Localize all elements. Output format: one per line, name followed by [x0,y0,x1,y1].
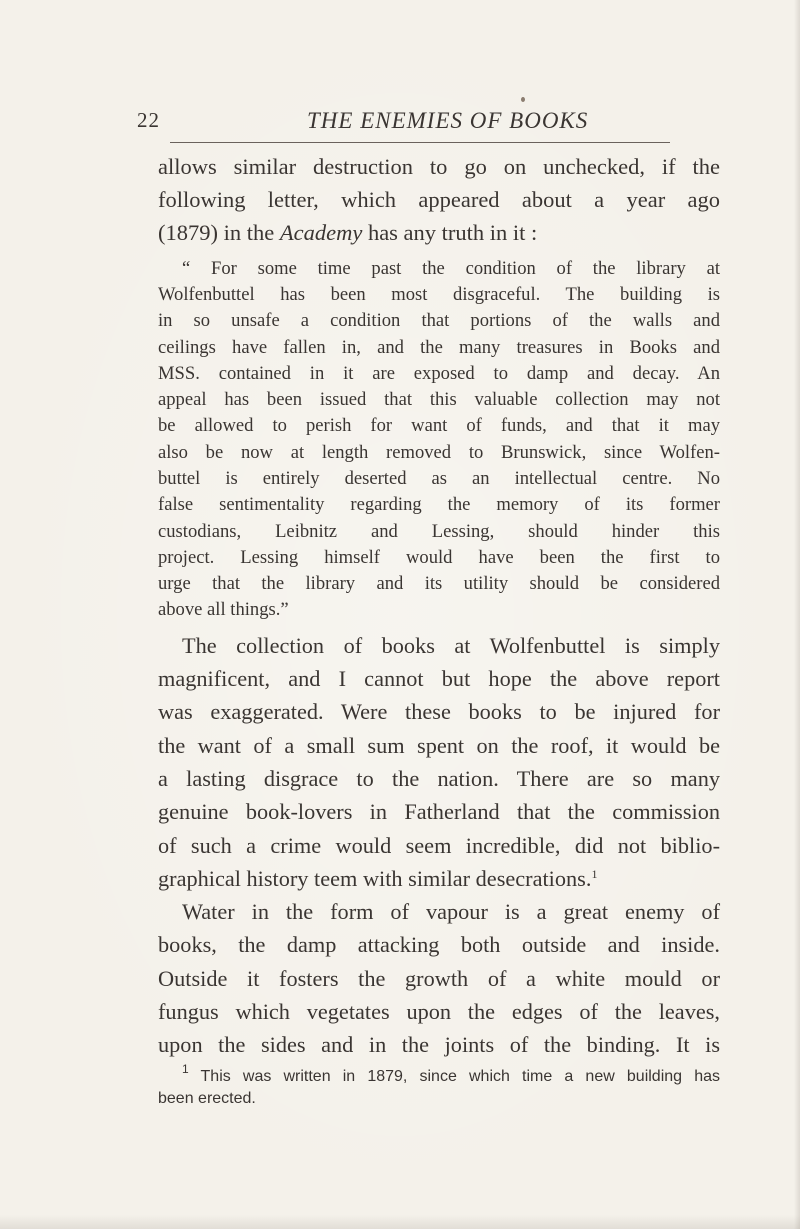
page-number: 22 [137,108,160,132]
footnote-line: been erected. [158,1089,256,1107]
text-line [158,862,720,895]
header-rule [170,142,670,143]
footnote-reference: 1 [591,866,598,881]
text-line: the want of a small sum spent on the roof, it would be [158,732,720,758]
page-edge-right [794,0,800,1229]
quote-line: Wolfenbuttel has been most disgraceful. The building is [158,283,720,305]
quote-line: be allowed to perish for want of funds, and that it may [158,415,720,437]
text-fragment: graphical history teem with similar desecrations. [158,865,592,891]
quote-line: custodians, Leibnitz and Lessing, should hinder this [158,520,720,542]
footnote-line [158,1061,720,1088]
quote-line: MSS. contained in it are exposed to damp and decay. An [158,362,720,384]
quote-line: ceilings have fallen in, and the many treasures in Books and [158,336,720,358]
text-line: upon the sides and in the joints of the binding. It is [158,1032,720,1058]
paragraph-intro [158,150,720,250]
quote-line: false sentimentality regarding the memory of its former [158,494,720,516]
journal-name: Academy [279,220,363,246]
paragraph-water [158,895,720,1061]
quote-line: in so unsafe a condition that portions of the walls and [158,310,720,332]
text-line: Outside it fosters the growth of a white mould or [158,965,720,991]
ink-speck [521,97,525,102]
text-line [158,216,720,249]
text-line: allows similar destruction to go on unchecked, if the [158,154,720,179]
block-quote [158,256,720,624]
text-line: was exaggerated. Were these books to be injured for [158,699,720,725]
page-edge-bottom [0,1215,800,1229]
quote-line: appeal has been issued that this valuable collection may not [158,389,720,411]
quote-line: above all things.” [158,599,289,621]
footnote [158,1061,720,1110]
text-line: Water in the form of vapour is a great enemy of [182,899,720,925]
text-line: a lasting disgrace to the nation. There are so many [158,765,720,791]
text-line: following letter, which appeared about a year ago [158,187,720,213]
text-line: fungus which vegetates upon the edges of the leaves, [158,999,720,1025]
quote-line: “ For some time past the condition of the library at [182,257,720,279]
text-line: of such a crime would seem incredible, did not biblio- [158,832,720,858]
text-line: genuine book-lovers in Fatherland that the commission [158,799,720,825]
book-title: THE ENEMIES OF BOOKS [307,108,589,133]
quote-line: urge that the library and its utility should be considered [158,573,720,595]
quote-line: project. Lessing himself would have been the first to [158,546,720,568]
running-head [137,108,670,136]
text-line: The collection of books at Wolfenbuttel is simply [182,632,720,658]
quote-line: buttel is entirely deserted as an intellectual centre. No [158,467,720,489]
text-fragment: (1879) in the [158,220,280,246]
text-line: magnificent, and I cannot but hope the above report [158,666,720,692]
text-block [158,150,720,1110]
footnote-mark: 1 [182,1061,189,1076]
text-line: books, the damp attacking both outside and inside. [158,932,720,958]
quote-line: also be now at length removed to Brunswick, since Wolfen- [158,441,720,463]
paragraph-collection [158,629,720,895]
text-fragment: This was written in 1879, since which time a new building has [188,1067,720,1085]
text-fragment: has any truth in it : [362,220,538,246]
